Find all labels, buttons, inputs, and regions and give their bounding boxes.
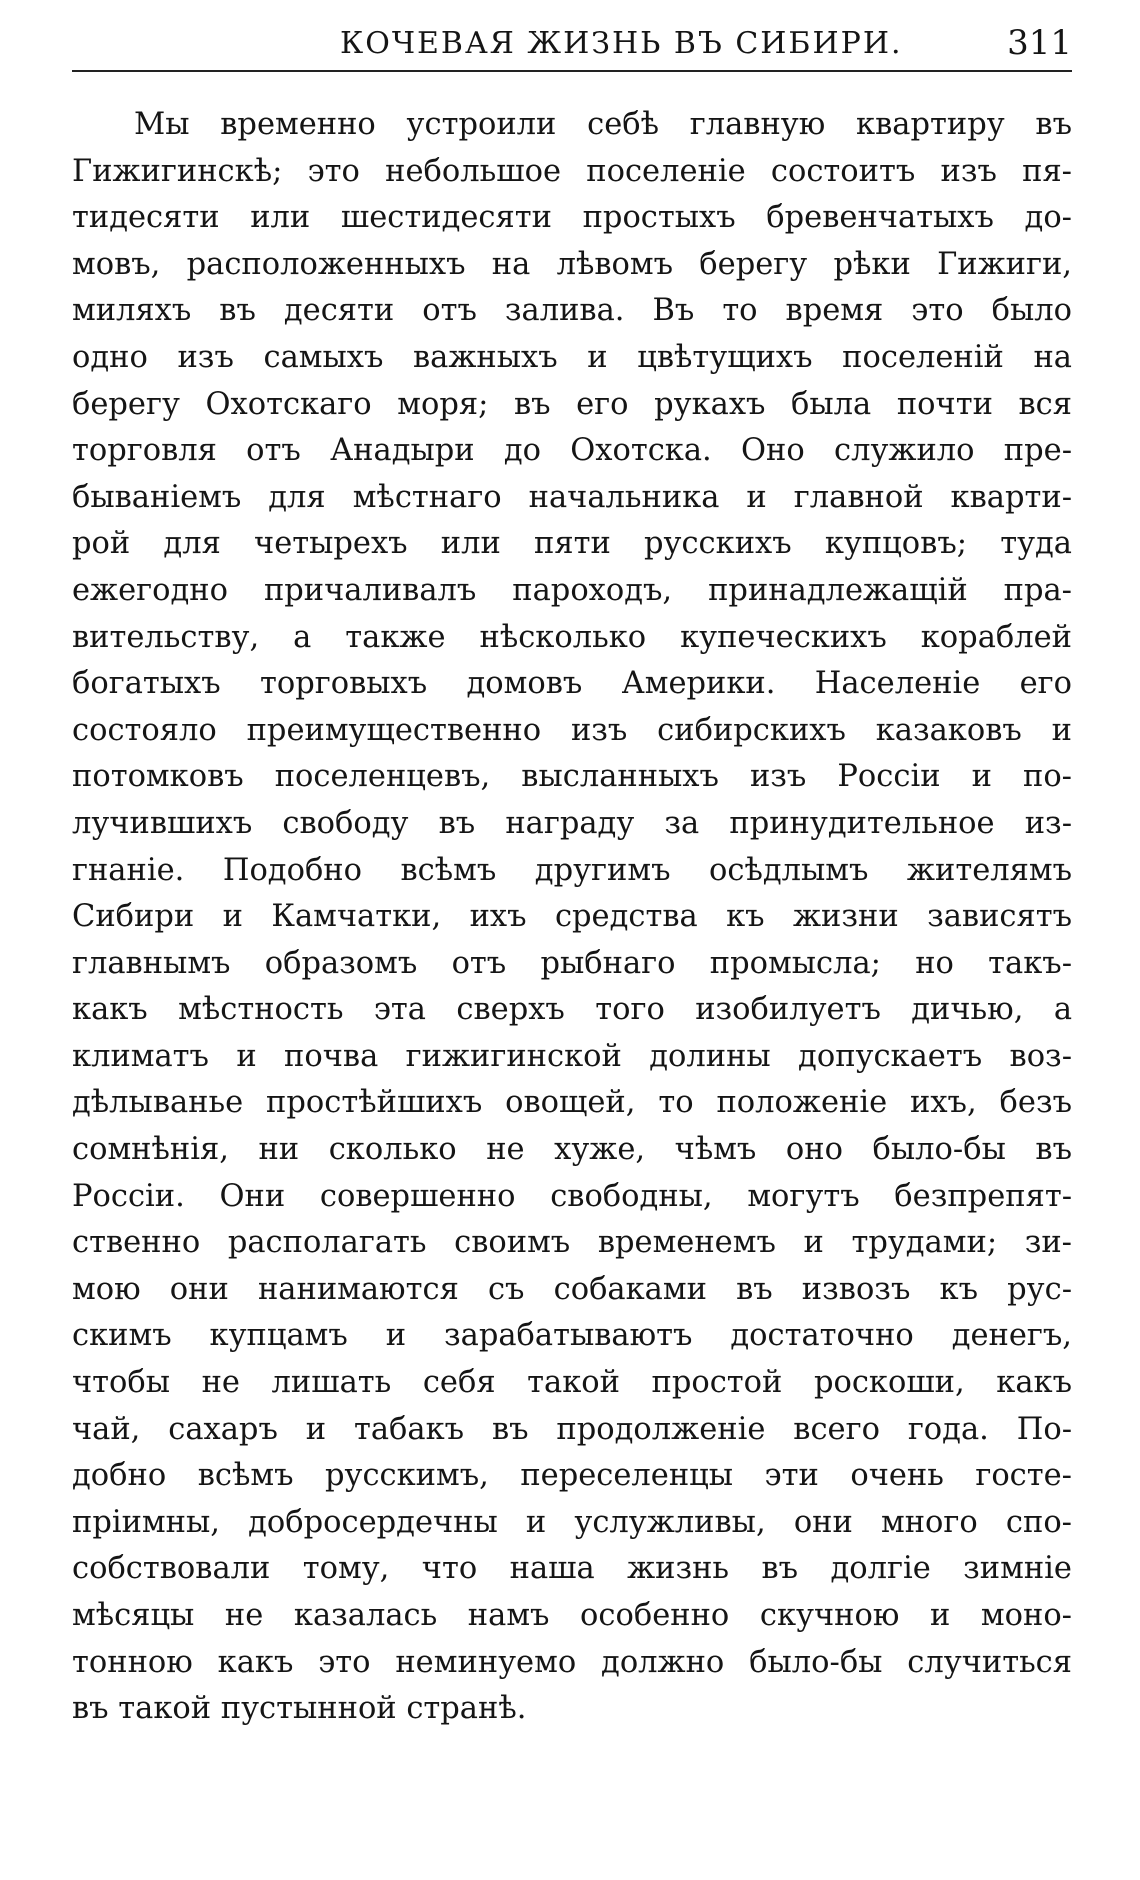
running-title: КОЧЕВАЯ ЖИЗНЬ ВЪ СИБИРИ. [340,26,903,61]
text-line: Сибири и Камчатки, ихъ средства къ жизни зависятъ [72,899,1072,935]
header-rule [72,70,1072,72]
text-line: рой для четырехъ или пяти русскихъ купцовъ; туда [72,526,1072,562]
text-line: въ такой пустынной странѣ. [72,1691,527,1727]
text-line: Россіи. Они совершенно свободны, могутъ безпрепят- [72,1178,1072,1214]
text-line: быванiемъ для мѣстнаго начальника и главной кварти- [72,479,1072,515]
text-line: чай, сахаръ и табакъ въ продолженіе всего года. По- [72,1411,1072,1447]
text-line: мовъ, расположенныхъ на лѣвомъ берегу рѣки Гижиги, [72,246,1072,282]
text-line: климатъ и почва гижигинской долины допускаетъ воз- [72,1038,1072,1074]
text-line: миляхъ въ десяти отъ залива. Въ то время это было [72,293,1072,329]
text-line: тидесяти или шестидесяти простыхъ бревенчатыхъ до- [72,200,1072,236]
text-line: пріимны, добросердечны и услужливы, они много спо- [72,1504,1072,1540]
page-number: 311 [1007,23,1072,63]
text-line: гнаніе. Подобно всѣмъ другимъ осѣдлымъ жителямъ [72,852,1072,888]
text-line: дѣлыванье простѣйшихъ овощей, то положеніе ихъ, безъ [72,1085,1072,1121]
text-line: скимъ купцамъ и зарабатываютъ достаточно денегъ, [72,1318,1072,1354]
text-line: чтобы не лишать себя такой простой роскоши, какъ [72,1365,1072,1401]
text-line: ственно располагать своимъ временемъ и трудами; зи- [72,1225,1072,1261]
text-line: добно всѣмъ русскимъ, переселенцы эти очень госте- [72,1458,1072,1494]
text-line: собствовали тому, что наша жизнь въ долгіе зимніе [72,1551,1072,1587]
body-paragraph [72,102,1072,1733]
text-line: берегу Охотскаго моря; въ его рукахъ была почти вся [72,386,1072,422]
text-line: одно изъ самыхъ важныхъ и цвѣтущихъ поселеній на [72,339,1072,375]
text-line: лучившихъ свободу въ награду за принудительное из- [72,805,1072,841]
text-line: сомнѣнія, ни сколько не хуже, чѣмъ оно было-бы въ [72,1132,1072,1168]
page-header [72,12,1072,72]
text-line: какъ мѣстность эта сверхъ того изобилуетъ дичью, а [72,992,1072,1028]
text-line: главнымъ образомъ отъ рыбнаго промысла; но такъ- [72,945,1072,981]
text-line: вительству, а также нѣсколько купеческихъ кораблей [72,619,1072,655]
text-line: торговля отъ Анадыри до Охотска. Оно служило пре- [72,433,1072,469]
text-line: мою они нанимаются съ собаками въ извозъ къ рус- [72,1271,1072,1307]
text-line: Гижигинскѣ; это небольшое поселеніе состоитъ изъ пя- [72,153,1072,189]
text-line: богатыхъ торговыхъ домовъ Америки. Населеніе его [72,666,1072,702]
text-line: состояло преимущественно изъ сибирскихъ казаковъ и [72,712,1072,748]
text-line: тонною какъ это неминуемо должно было-бы случиться [72,1644,1072,1680]
text-line: Мы временно устроили себѣ главную квартиру въ [134,107,1072,142]
text-line: потомковъ поселенцевъ, высланныхъ изъ Россіи и по- [72,759,1072,795]
text-line: мѣсяцы не казалась намъ особенно скучною и моно- [72,1598,1072,1633]
text-line: ежегодно причаливалъ пароходъ, принадлежащій пра- [72,572,1072,608]
